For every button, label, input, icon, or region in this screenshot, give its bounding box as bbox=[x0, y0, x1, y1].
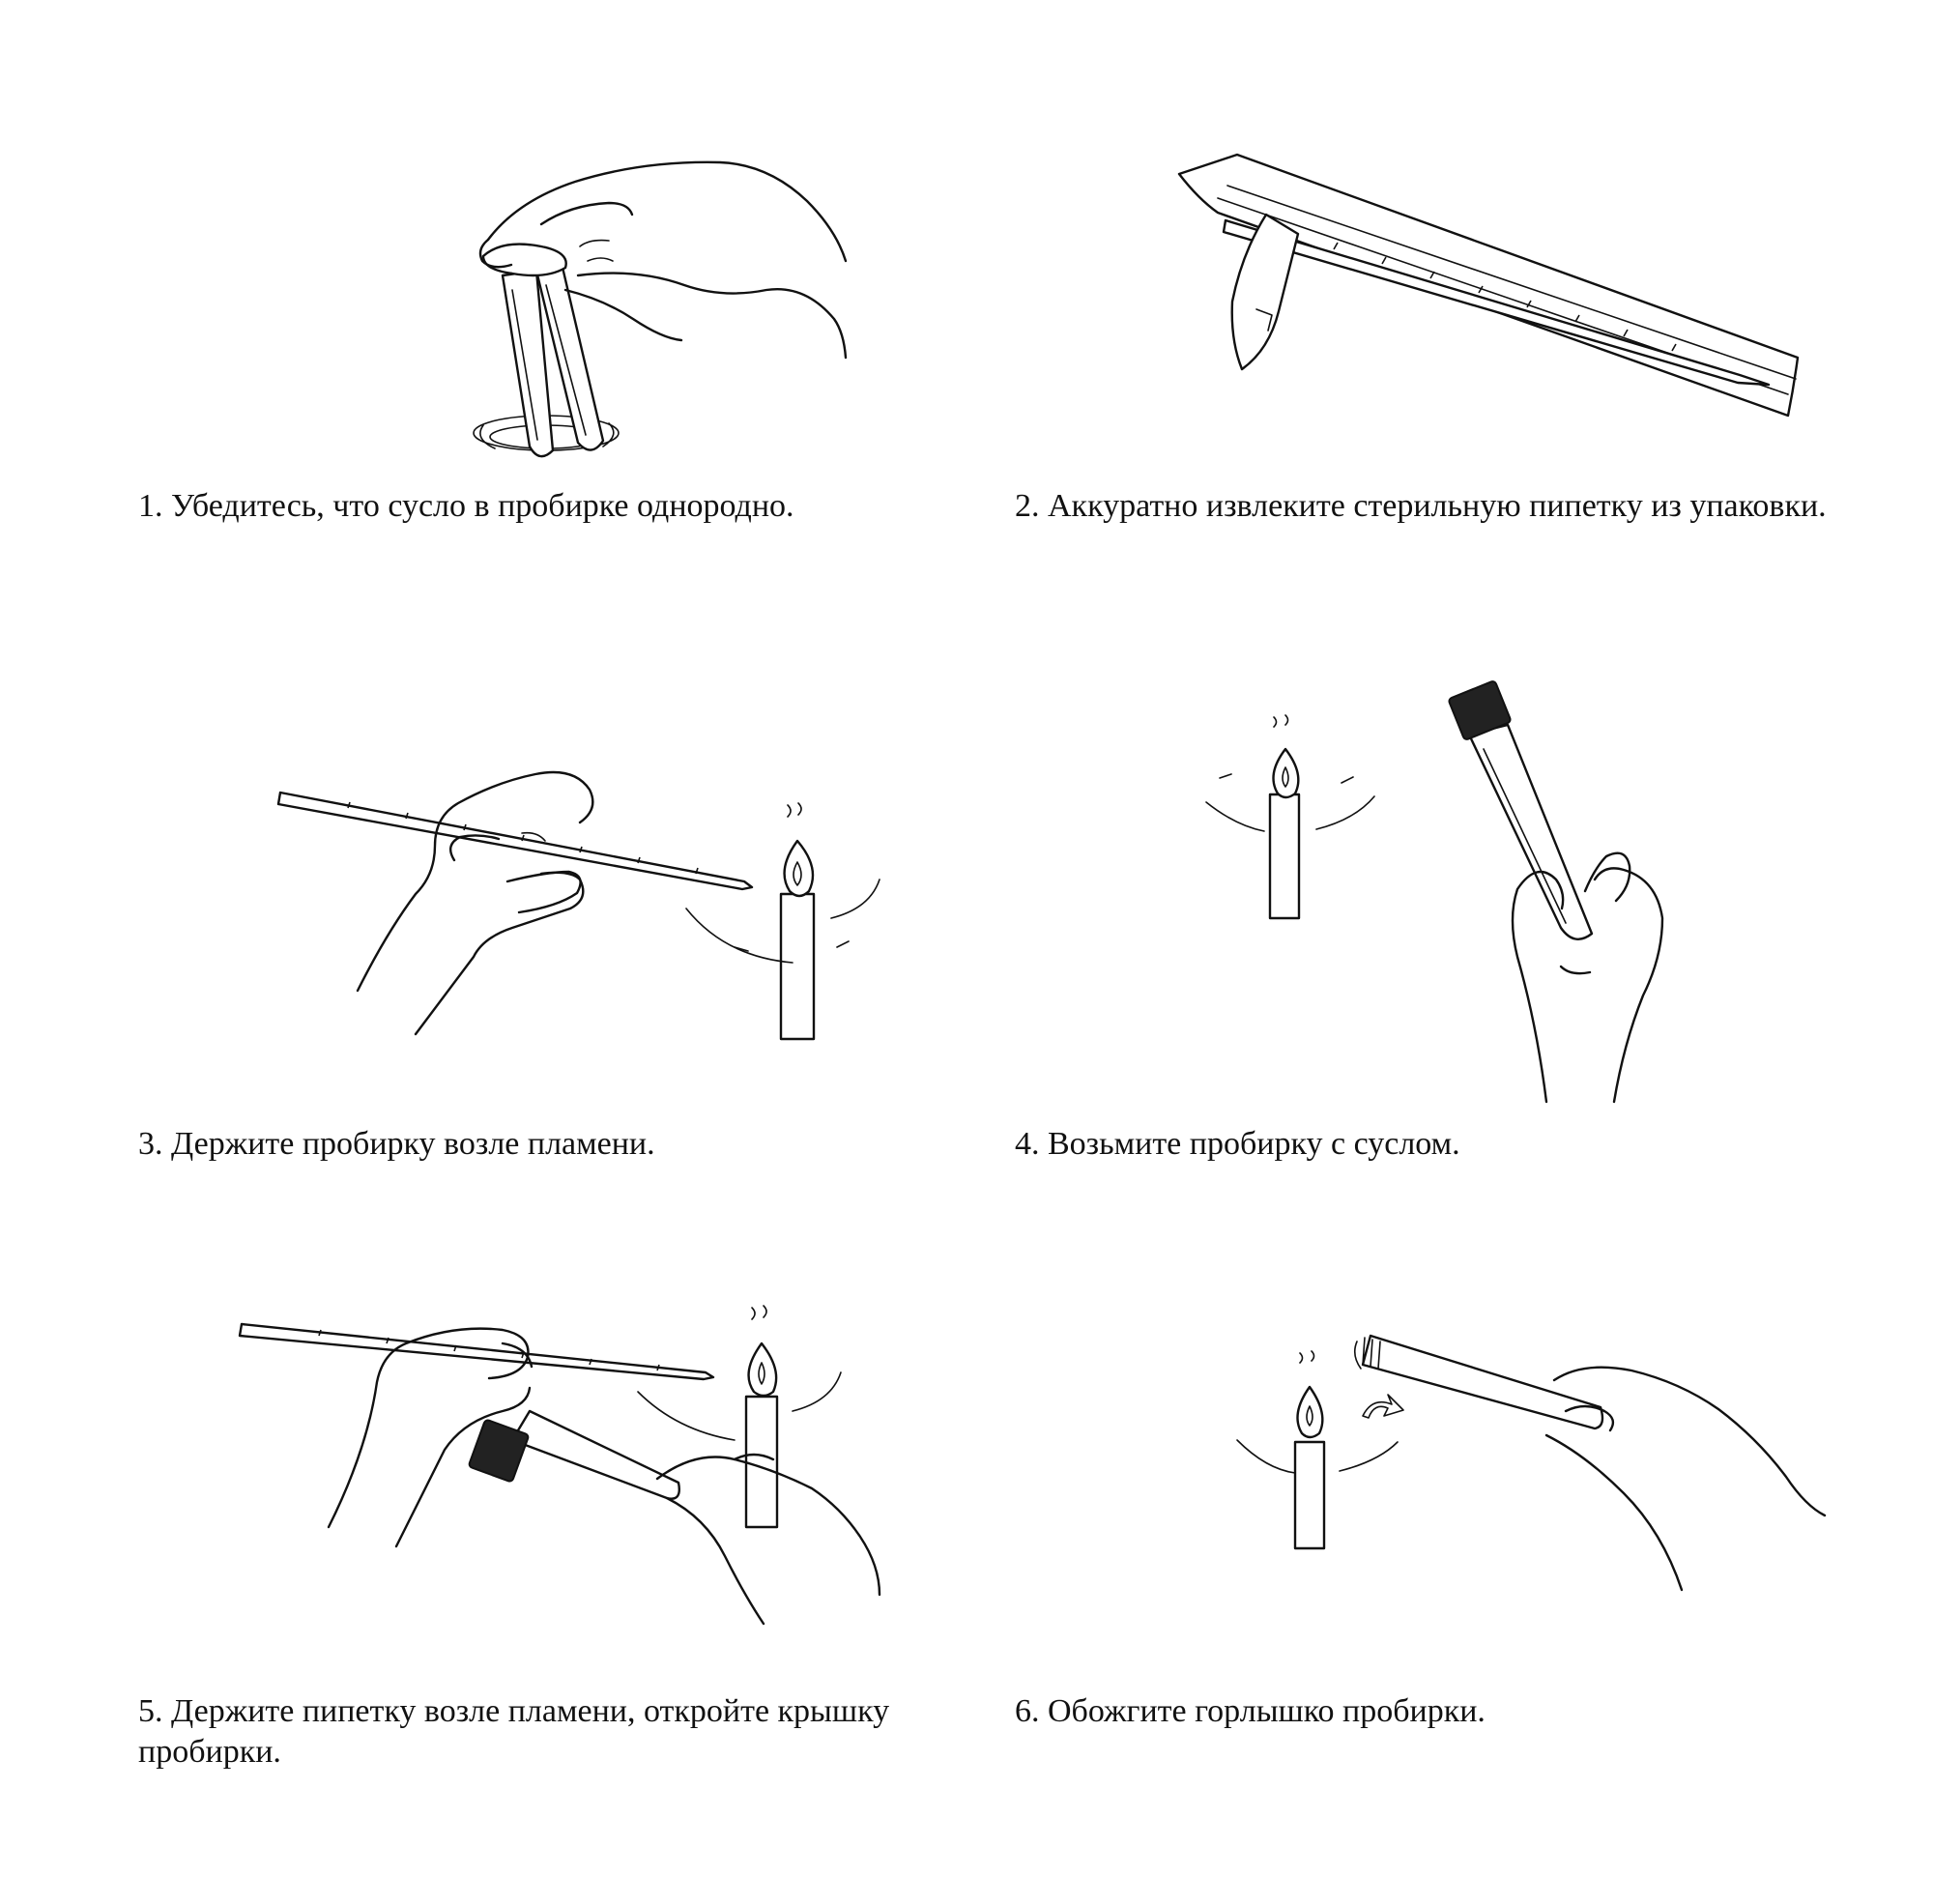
step-4-caption: 4. Возьмите пробирку с суслом. bbox=[1015, 1126, 1460, 1162]
step-2-panel bbox=[966, 0, 1933, 541]
step-1-panel bbox=[0, 0, 966, 541]
step-4-panel bbox=[966, 580, 1933, 1179]
step-1-caption: 1. Убедитесь, что сусло в пробирке однородно. bbox=[138, 488, 794, 524]
step-1-illustration bbox=[0, 0, 966, 483]
step-6-panel bbox=[966, 1218, 1933, 1817]
step-3-illustration bbox=[0, 580, 966, 1121]
step-4-illustration bbox=[966, 580, 1933, 1121]
step-2-caption: 2. Аккуратно извлеките стерильную пипетку из упаковки. bbox=[1015, 488, 1827, 524]
step-3-panel bbox=[0, 580, 966, 1179]
step-2-illustration bbox=[966, 0, 1933, 483]
step-6-illustration bbox=[966, 1218, 1933, 1662]
step-5-panel bbox=[0, 1218, 966, 1817]
step-3-caption: 3. Держите пробирку возле пламени. bbox=[138, 1126, 655, 1162]
pipette-shape bbox=[1224, 220, 1769, 385]
step-5-caption: 5. Держите пипетку возле пламени, откройте крышку пробирки. bbox=[138, 1693, 890, 1770]
step-6-caption: 6. Обожгите горлышко пробирки. bbox=[1015, 1693, 1486, 1729]
step-5-illustration bbox=[0, 1218, 966, 1662]
